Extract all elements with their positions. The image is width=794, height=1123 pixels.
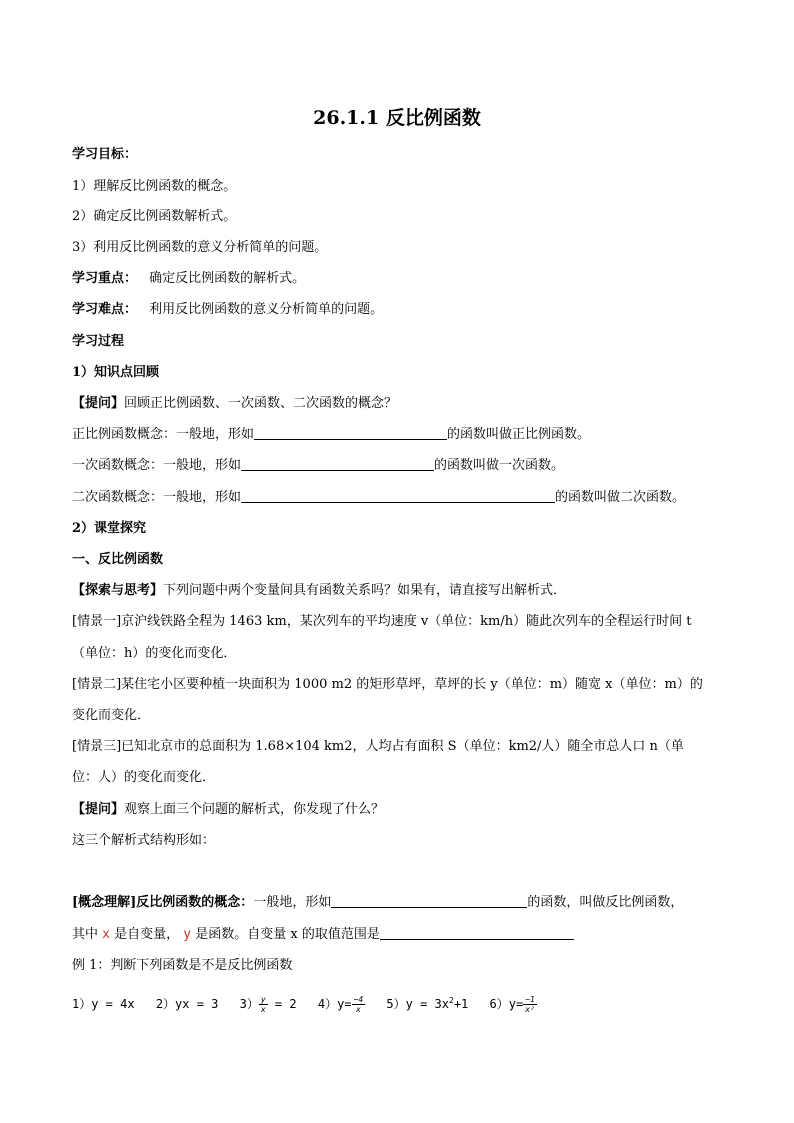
text: 是函数。自变量 x 的取值范围是: [195, 927, 380, 942]
scenario-2-line-2: 变化而变化．: [72, 708, 151, 723]
variable-y: y: [183, 927, 192, 942]
numerator: −1: [525, 995, 535, 1004]
concept-prefix: 一次函数概念：一般地，形如: [72, 458, 242, 473]
example-6: [489, 995, 537, 1014]
goal-1: 1）理解反比例函数的概念。: [72, 179, 237, 194]
answer-blank[interactable]: [241, 457, 434, 471]
question-text: 回顾正比例函数、一次函数、二次函数的概念？: [124, 396, 398, 411]
concept-prefix: 正比例函数概念：一般地，形如: [72, 427, 255, 442]
text: 3）: [239, 997, 259, 1011]
denominator: x²: [525, 1005, 535, 1014]
scenario-3-line-1: [情景三]已知北京市的总面积为 1.68×104 km2，人均占有面积 S（单位：km2/人）随全市总人口 n（单: [72, 739, 684, 754]
fraction: [523, 995, 537, 1014]
concept-proportional: [72, 426, 590, 444]
concept-variables: [72, 926, 574, 944]
numerator: −4: [353, 995, 364, 1004]
numerator: y: [260, 995, 266, 1004]
page-title: 26.1.1 反比例函数: [313, 107, 481, 129]
explore-prompt: [72, 582, 566, 600]
concept-suffix: 的函数叫做一次函数。: [434, 458, 565, 473]
variable-x: x: [102, 927, 110, 942]
fraction: [352, 995, 366, 1014]
scenario-2-line-1: [情景二]某住宅小区要种植一块面积为 1000 m2 的矩形草坪，草坪的长 y（单位：m）随宽 x（单位：m）的: [72, 677, 703, 692]
question-2: [72, 801, 384, 819]
scenario-1-line-2: （单位：h）的变化而变化．: [72, 646, 237, 661]
question-1: [72, 395, 397, 413]
example-3: [239, 995, 297, 1014]
concept-linear: [72, 457, 564, 475]
explore-text: 下列问题中两个变量间具有函数关系吗？如果有，请直接写出解析式．: [163, 583, 567, 598]
example-heading: 例 1：判断下列函数是不是反比例函数: [72, 958, 293, 973]
example-4: [317, 995, 365, 1014]
answer-blank[interactable]: [331, 894, 527, 908]
section-explore: 2）课堂探究: [72, 521, 147, 536]
answer-blank[interactable]: [241, 489, 555, 503]
example-1: 1）y = 4x: [72, 997, 135, 1011]
question-text: 观察上面三个问题的解析式，你发现了什么？: [124, 802, 385, 817]
goals-heading: 学习目标：: [72, 147, 138, 162]
concept-quadratic: [72, 489, 685, 507]
concept-suffix: 的函数，叫做反比例函数，: [527, 895, 684, 910]
concept-tag: [概念理解]反比例函数的概念：: [72, 895, 254, 910]
text: 6）y=: [489, 997, 524, 1011]
concept-prefix: 一般地，形如: [253, 895, 332, 910]
difficulty-label: 学习难点：: [72, 302, 138, 317]
explore-tag: 【探索与思考】: [72, 583, 164, 598]
concept-prefix: 二次函数概念：一般地，形如: [72, 490, 242, 505]
text: 是自变量，: [114, 927, 180, 942]
process-heading: 学习过程: [72, 334, 125, 349]
fraction: [259, 995, 268, 1014]
example-2: 2）yx = 3: [155, 997, 219, 1011]
concept-suffix: 的函数叫做二次函数。: [555, 490, 686, 505]
goal-2: 2）确定反比例函数解析式。: [72, 209, 237, 224]
denominator: x: [260, 1005, 266, 1014]
text: 4）y=: [317, 997, 352, 1011]
scenario-1-line-1: [情景一]京沪线铁路全程为 1463 km，某次列车的平均速度 v（单位：km/h）随此次列车的全程运行时间 t: [72, 614, 692, 629]
text: 5）y = 3x: [386, 997, 449, 1011]
answer-blank[interactable]: [254, 426, 447, 440]
question-tag: 【提问】: [72, 802, 125, 817]
answer-blank[interactable]: [380, 926, 574, 940]
concept-definition: [72, 894, 683, 912]
key-point-label: 学习重点：: [72, 271, 138, 286]
difficulty: [72, 301, 383, 319]
key-point-text: 确定反比例函数的解析式。: [149, 271, 306, 286]
text: +1: [453, 997, 469, 1011]
section-review: 1）知识点回顾: [72, 365, 160, 380]
concept-suffix: 的函数叫做正比例函数。: [447, 427, 591, 442]
goal-3: 3）利用反比例函数的意义分析简单的问题。: [72, 240, 328, 255]
text: = 2: [274, 997, 297, 1011]
exponent: 2: [448, 996, 454, 1005]
example-list: [72, 990, 551, 1015]
example-5: [386, 997, 468, 1011]
text: 其中: [72, 927, 99, 942]
key-point: [72, 270, 305, 288]
structure-prompt: 这三个解析式结构形如：: [72, 833, 216, 848]
denominator: x: [355, 1005, 361, 1014]
section-inverse: 一、反比例函数: [72, 552, 164, 567]
difficulty-text: 利用反比例函数的意义分析简单的问题。: [149, 302, 384, 317]
scenario-3-line-2: 位：人）的变化而变化．: [72, 770, 216, 785]
question-tag: 【提问】: [72, 396, 125, 411]
